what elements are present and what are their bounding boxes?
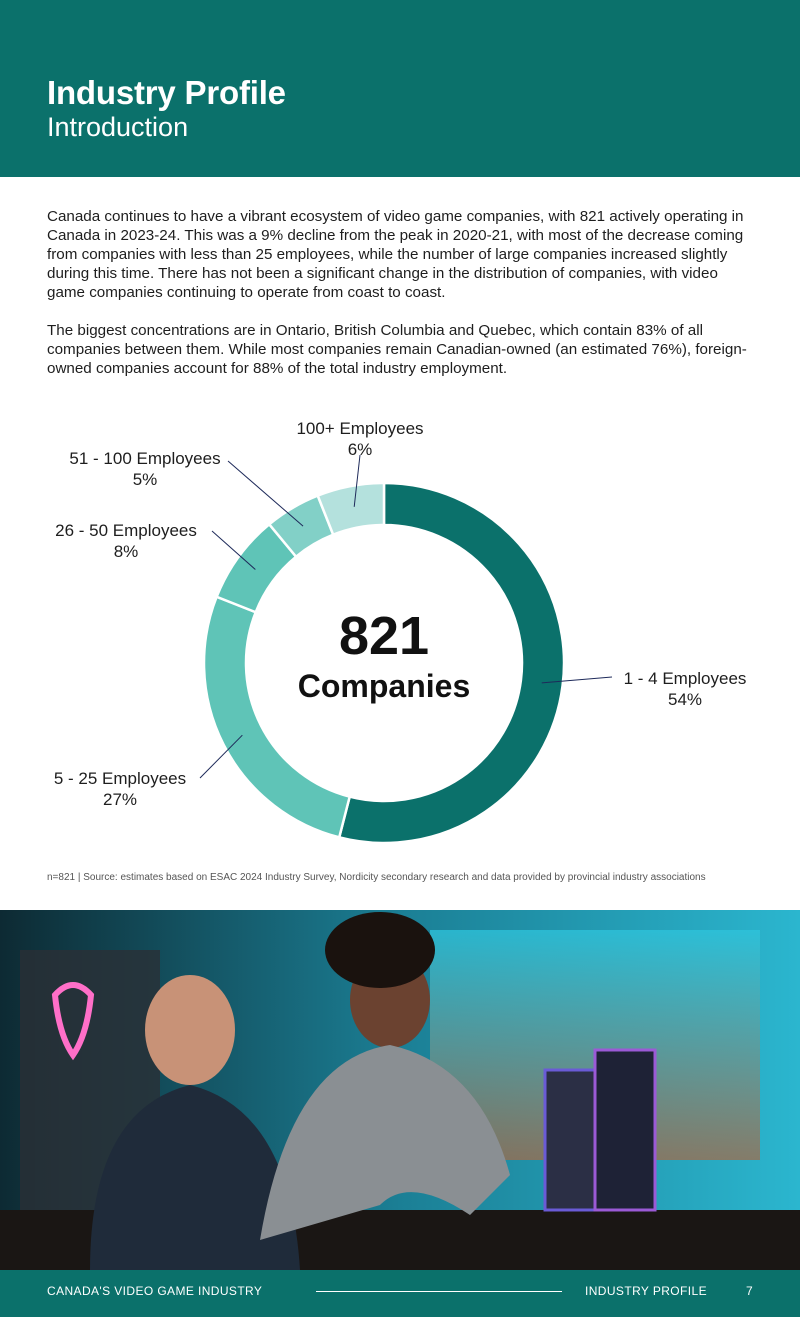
page-subtitle: Introduction (47, 112, 189, 142)
team-photo-illustration (0, 910, 800, 1270)
team-photo (0, 910, 800, 1270)
center-label: Companies (297, 668, 471, 704)
label-1-4-employees (610, 668, 760, 710)
label-51-100-employees-value: 5% (132, 470, 158, 489)
label-51-100-employees-name: 51 - 100 Employees (69, 449, 221, 468)
label-100-plus-employees-value: 6% (347, 440, 373, 459)
footer-page-number: 7 (746, 1284, 753, 1298)
person-1-head (145, 975, 235, 1085)
center-value: 821 (338, 606, 430, 666)
footer-publication-title: CANADA'S VIDEO GAME INDUSTRY (47, 1284, 263, 1298)
label-51-100-employees (56, 448, 234, 490)
label-1-4-employees-value: 54% (667, 690, 703, 709)
leader-line-51-100-employees (228, 461, 303, 526)
label-5-25-employees-value: 27% (102, 790, 138, 809)
intro-text (47, 207, 759, 397)
label-26-50-employees-name: 26 - 50 Employees (55, 521, 197, 540)
page-header (0, 0, 800, 177)
label-1-4-employees-name: 1 - 4 Employees (623, 669, 747, 688)
label-5-25-employees (40, 768, 200, 810)
page-title: Industry Profile (47, 74, 286, 111)
page-footer (0, 1270, 800, 1317)
intro-paragraph-2: The biggest concentrations are in Ontario, British Columbia and Quebec, which contain 83% of all companies between them. While most companies remain Canadian-owned (an estimated 76%), foreign-owned companies account for 88% of the total industry employment. (47, 322, 747, 377)
label-26-50-employees-value: 8% (113, 542, 139, 561)
label-100-plus-employees (282, 418, 438, 460)
footer-section-title: INDUSTRY PROFILE (585, 1284, 707, 1298)
label-100-plus-employees-name: 100+ Employees (296, 419, 424, 438)
footer-divider (316, 1291, 562, 1292)
person-2-hair (325, 912, 435, 988)
intro-paragraph-1: Canada continues to have a vibrant ecosystem of video game companies, with 821 actively operating in Canada in 2023-24. This was a 9% decline from the peak in 2020-21, with most of the decrease coming from companies with less than 25 employees, while the number of large companies increased slightly during this time. There has not been a significant change in the distribution of companies, with video game companies continuing to operate from coast to coast. (47, 208, 744, 301)
label-26-50-employees (40, 520, 212, 562)
source-note: n=821 | Source: estimates based on ESAC 2024 Industry Survey, Nordicity secondary research and data provided by provincial industry associations (47, 872, 706, 883)
label-5-25-employees-name: 5 - 25 Employees (53, 769, 187, 788)
photo-monitor-2 (595, 1050, 655, 1210)
